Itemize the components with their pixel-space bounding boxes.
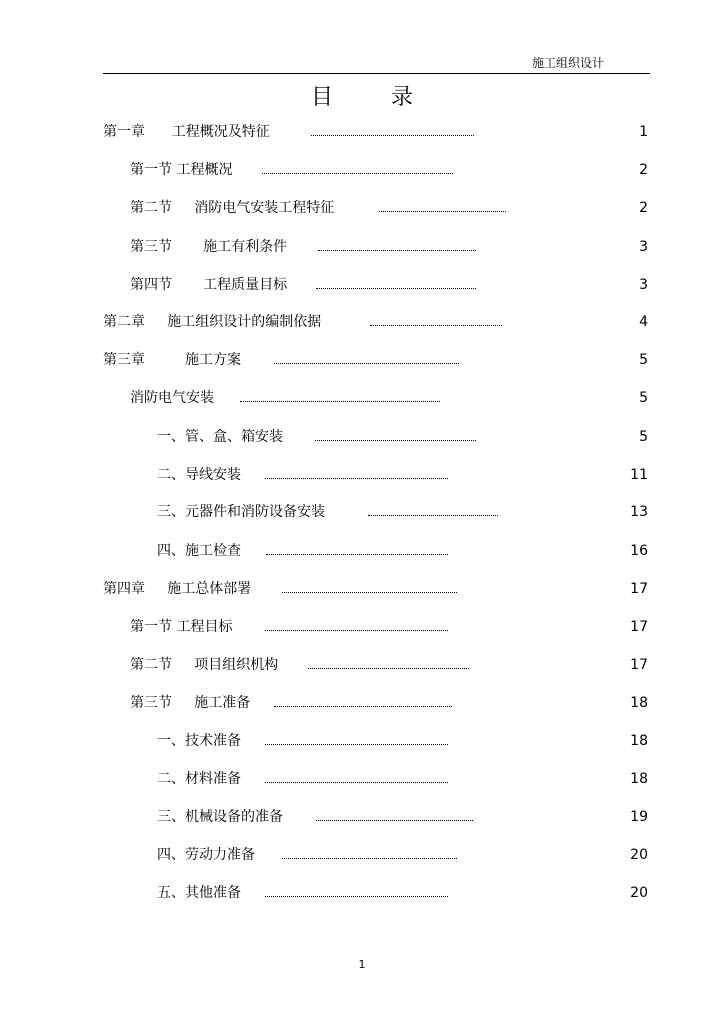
- toc-entry-label: 三、机械设备的准备: [157, 809, 283, 825]
- toc-entry-page-number: 5: [639, 429, 648, 445]
- toc-entry[interactable]: [0, 237, 724, 257]
- toc-entry-label: 四、施工检查: [157, 543, 241, 559]
- toc-entry[interactable]: [0, 731, 724, 751]
- toc-leader-dots: [265, 618, 448, 631]
- toc-leader-dots: [274, 694, 452, 707]
- toc-entry[interactable]: [0, 617, 724, 637]
- toc-entry[interactable]: [0, 883, 724, 903]
- toc-leader-dots: [240, 389, 440, 402]
- toc-entry[interactable]: [0, 769, 724, 789]
- toc-entry-label: 第二章 施工组织设计的编制依据: [103, 314, 322, 330]
- toc-entry-label: 一、技术准备: [157, 733, 241, 749]
- toc-leader-dots: [315, 428, 476, 441]
- toc-entry-label: 五、其他准备: [157, 885, 241, 901]
- toc-leader-dots: [262, 161, 453, 174]
- toc-entry-page-number: 17: [630, 657, 648, 673]
- toc-entry-page-number: 2: [639, 200, 648, 216]
- toc-entry-page-number: 3: [639, 239, 648, 255]
- toc-leader-dots: [379, 199, 506, 212]
- toc-entry[interactable]: [0, 350, 724, 370]
- toc-entry-label: 第一章 工程概况及特征: [103, 124, 270, 140]
- toc-entry-page-number: 1: [639, 124, 648, 140]
- toc-entry[interactable]: [0, 122, 724, 142]
- toc-entry-page-number: 17: [630, 581, 648, 597]
- toc-entry[interactable]: [0, 541, 724, 561]
- running-header: 施工组织设计: [531, 56, 604, 70]
- toc-entry[interactable]: [0, 160, 724, 180]
- toc-entry[interactable]: [0, 198, 724, 218]
- toc-entry-page-number: 3: [639, 277, 648, 293]
- toc-entry-label: 第四节 工程质量目标: [130, 277, 288, 293]
- toc-leader-dots: [308, 656, 469, 669]
- toc-entry[interactable]: [0, 427, 724, 447]
- toc-entry-label: 第二节 消防电气安装工程特征: [130, 200, 335, 216]
- toc-entry-label: 第一节 工程概况: [130, 162, 233, 178]
- toc-entry[interactable]: [0, 807, 724, 827]
- toc-leader-dots: [266, 542, 448, 555]
- toc-entry-label: 第三节 施工有利条件: [130, 239, 288, 255]
- toc-entry-label: 第三节 施工准备: [130, 695, 251, 711]
- toc-entry-page-number: 16: [630, 543, 648, 559]
- toc-leader-dots: [316, 808, 473, 821]
- toc-entry-label: 四、劳动力准备: [157, 847, 255, 863]
- toc-entry-page-number: 20: [630, 847, 648, 863]
- toc-entry-page-number: 18: [630, 771, 648, 787]
- toc-leader-dots: [282, 846, 457, 859]
- toc-entry-page-number: 4: [639, 314, 648, 330]
- header-rule: [103, 73, 650, 74]
- toc-entry-label: 二、导线安装: [157, 467, 241, 483]
- toc-leader-dots: [265, 884, 448, 897]
- toc-entry-label: 第三章 施工方案: [103, 352, 242, 368]
- toc-entry[interactable]: [0, 693, 724, 713]
- toc-entry-page-number: 2: [639, 162, 648, 178]
- toc-entry[interactable]: [0, 845, 724, 865]
- toc-leader-dots: [265, 466, 448, 479]
- toc-entry-page-number: 18: [630, 733, 648, 749]
- toc-entry[interactable]: [0, 465, 724, 485]
- toc-entry-page-number: 5: [639, 390, 648, 406]
- toc-entry-label: 第一节 工程目标: [130, 619, 233, 635]
- toc-entry-page-number: 17: [630, 619, 648, 635]
- toc-entry-label: 第四章 施工总体部署: [103, 581, 252, 597]
- toc-leader-dots: [265, 770, 448, 783]
- toc-entry-label: 第二节 项目组织机构: [130, 657, 279, 673]
- toc-entry-label: 一、管、盒、箱安装: [157, 429, 283, 445]
- toc-entry-label: 三、元器件和消防设备安装: [157, 504, 325, 520]
- toc-entry-page-number: 13: [630, 504, 648, 520]
- toc-leader-dots: [370, 313, 502, 326]
- toc-entry-page-number: 20: [630, 885, 648, 901]
- toc-leader-dots: [311, 123, 474, 136]
- toc-entry[interactable]: [0, 655, 724, 675]
- toc-entry-label: 消防电气安装: [130, 390, 214, 406]
- toc-entry-page-number: 11: [630, 467, 648, 483]
- toc-entry[interactable]: [0, 388, 724, 408]
- toc-leader-dots: [368, 503, 498, 516]
- page-title: 目录: [310, 85, 471, 110]
- footer-page-number: 1: [358, 958, 366, 971]
- toc-entry-page-number: 5: [639, 352, 648, 368]
- toc-entry[interactable]: [0, 579, 724, 599]
- toc-entry-label: 二、材料准备: [157, 771, 241, 787]
- toc-leader-dots: [318, 238, 476, 251]
- toc-entry-page-number: 19: [630, 809, 648, 825]
- toc-leader-dots: [282, 580, 457, 593]
- toc-entry[interactable]: [0, 502, 724, 522]
- toc-entry[interactable]: [0, 275, 724, 295]
- toc-leader-dots: [316, 276, 476, 289]
- toc-entry-page-number: 18: [630, 695, 648, 711]
- toc-leader-dots: [265, 732, 448, 745]
- toc-leader-dots: [274, 351, 459, 364]
- toc-entry[interactable]: [0, 312, 724, 332]
